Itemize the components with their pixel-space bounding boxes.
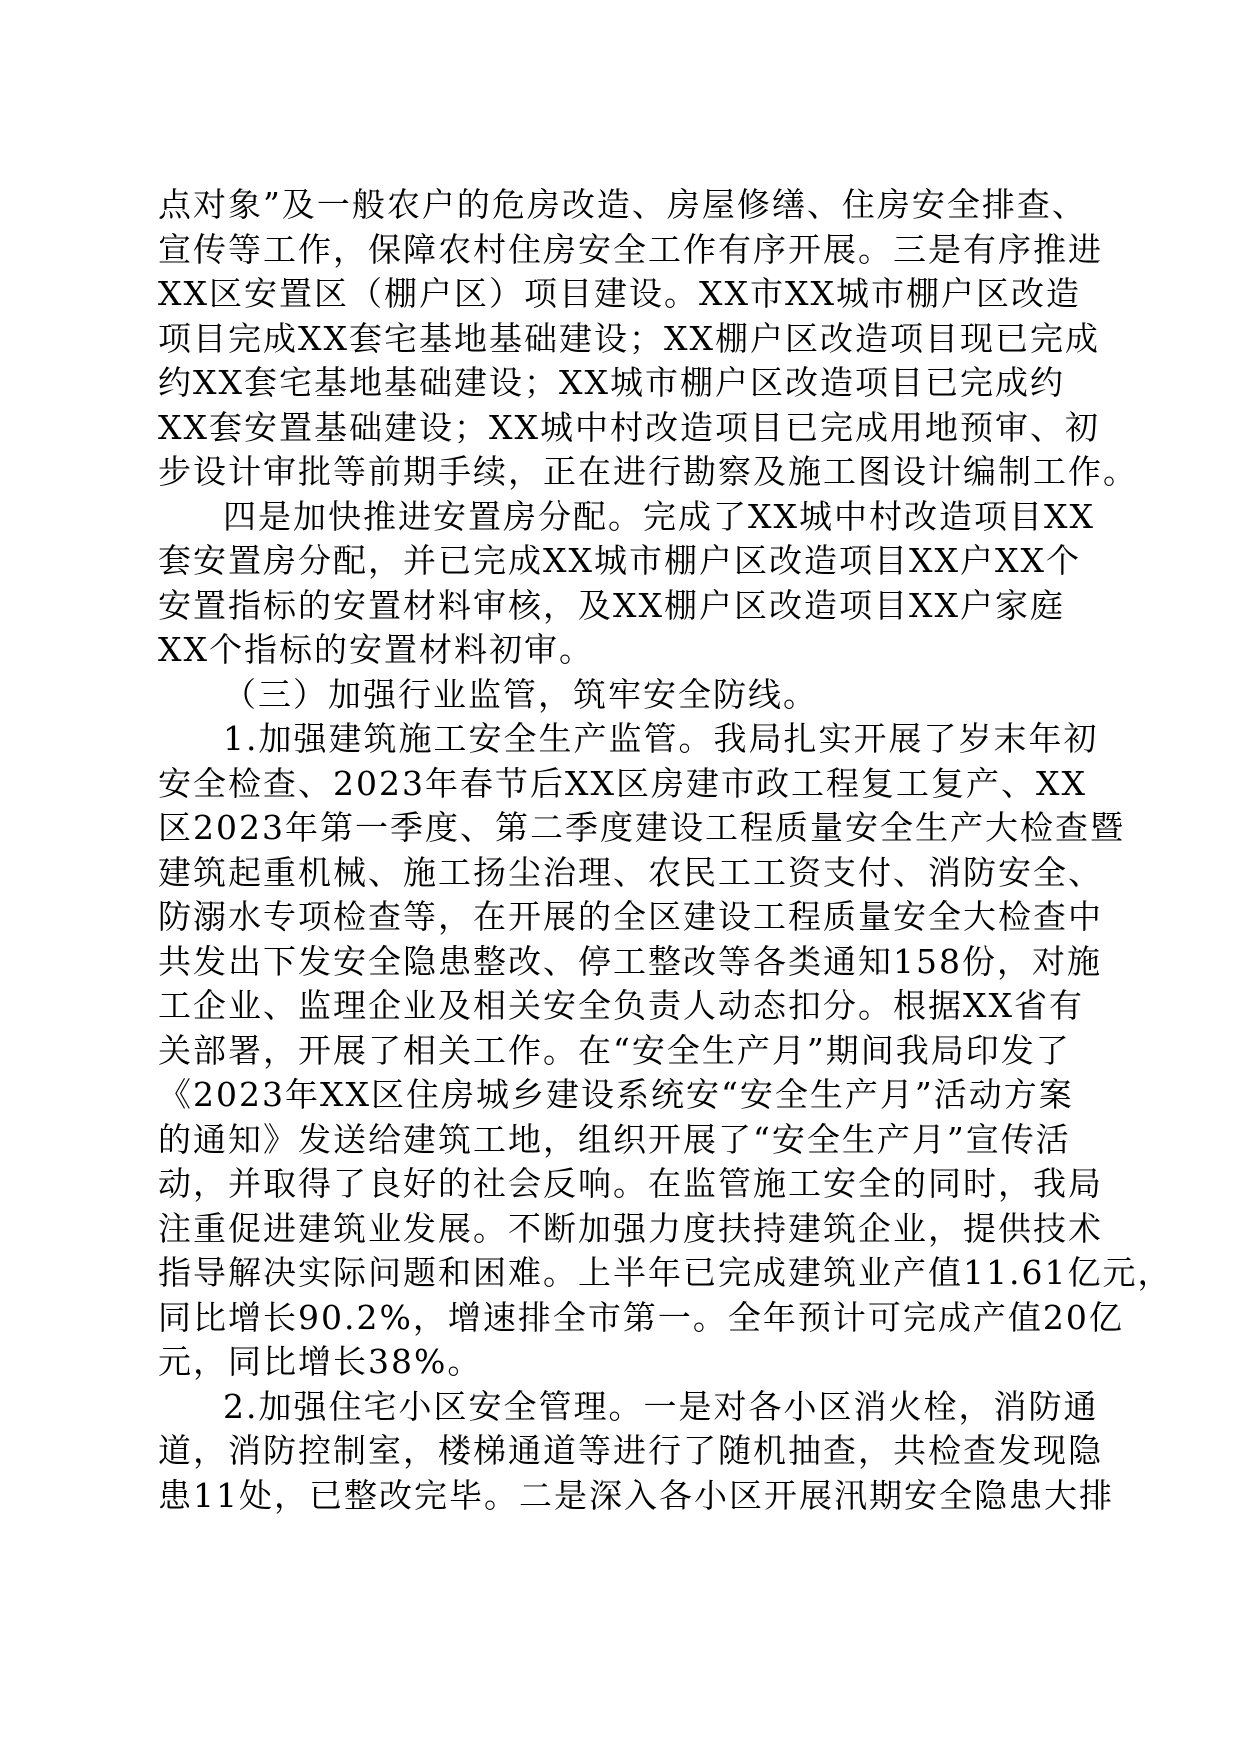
text-line: 同比增长90.2%，增速排全市第一。全年预计可完成产值20亿	[158, 1297, 1124, 1337]
text-line: 《2023年XX区住房城乡建设系统安“安全生产月”活动方案	[158, 1075, 1074, 1114]
text-line: 工企业、监理企业及相关安全负责人动态扣分。根据XX省有	[158, 986, 1084, 1025]
paragraph-first-line: 1.加强建筑施工安全生产监管。我局扎实开展了岁末年初	[223, 719, 1099, 758]
text-line: 约XX套宅基地基础建设；XX城市棚户区改造项目已完成约	[158, 363, 1065, 402]
text-line: 指导解决实际问题和困难。上半年已完成建筑业产值11.61亿元，	[158, 1253, 1173, 1292]
paragraph-first-line: 2.加强住宅小区安全管理。一是对各小区消火栓，消防通	[223, 1386, 1099, 1426]
paragraph-first-line: 四是加快推进安置房分配。完成了XX城中村改造项目XX	[223, 496, 1095, 536]
text-line: 防溺水专项检查等，在开展的全区建设工程质量安全大检查中	[158, 897, 1103, 936]
text-line: 注重促进建筑业发展。不断加强力度扶持建筑企业，提供技术	[158, 1208, 1103, 1248]
text-line: 动，并取得了良好的社会反响。在监管施工安全的同时，我局	[158, 1164, 1103, 1203]
text-line: 患11处，已整改完毕。二是深入各小区开展汛期安全隐患大排	[158, 1475, 1114, 1515]
text-line: 点对象”及一般农户的危房改造、房屋修缮、住房安全排查、	[158, 185, 1087, 224]
text-line: 元，同比增长38%。	[158, 1342, 483, 1381]
text-line: 的通知》发送给建筑工地，组织开展了“安全生产月”宣传活	[158, 1119, 1071, 1159]
text-line: 安置指标的安置材料审核，及XX棚户区改造项目XX户家庭	[158, 585, 1065, 625]
text-line: XX个指标的安置材料初审。	[158, 630, 594, 669]
text-line: XX套安置基础建设；XX城中村改造项目已完成用地预审、初	[158, 407, 1100, 447]
text-line: 宣传等工作，保障农村住房安全工作有序开展。三是有序推进	[158, 229, 1103, 269]
text-line: 套安置房分配，并已完成XX城市棚户区改造项目XX户XX个	[158, 541, 1081, 580]
text-line: 安全检查、2023年春节后XX区房建市政工程复工复产、XX	[158, 763, 1087, 803]
text-line: 共发出下发安全隐患整改、停工整改等各类通知158份，对施	[158, 941, 1102, 981]
text-line: 区2023年第一季度、第二季度建设工程质量安全生产大检查暨	[158, 808, 1125, 847]
text-line: 项目完成XX套宅基地基础建设；XX棚户区改造项目现已完成	[158, 318, 1100, 358]
text-line: 步设计审批等前期手续，正在进行勘察及施工图设计编制工作。	[158, 452, 1138, 491]
text-line: 建筑起重机械、施工扬尘治理、农民工工资支付、消防安全、	[158, 852, 1103, 892]
text-line: 关部署，开展了相关工作。在“安全生产月”期间我局印发了	[158, 1030, 1071, 1070]
text-line: 道，消防控制室，楼梯通道等进行了随机抽查，共检查发现隐	[158, 1431, 1103, 1470]
body-text	[158, 183, 1173, 1518]
text-line: XX区安置区（棚户区）项目建设。XX市XX城市棚户区改造	[158, 274, 1081, 313]
section-heading: （三）加强行业监管，筑牢安全防线。	[223, 674, 818, 714]
